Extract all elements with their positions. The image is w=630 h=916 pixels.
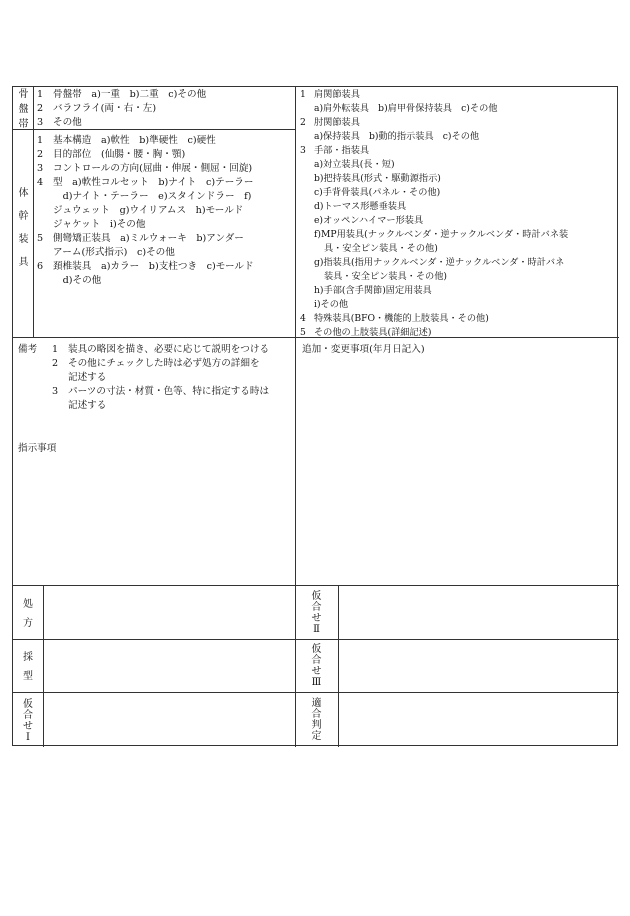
list-item	[37, 260, 293, 274]
item-number: 2	[300, 117, 306, 128]
item-text: f)MP用装具(ナックルベンダ・逆ナックルベンダ・時計バネ装	[314, 229, 569, 240]
label-char: 盤	[18, 104, 29, 115]
changes-title: 追加・変更事項(年月日記入)	[302, 344, 425, 355]
item-text: a)肩外転装具 b)肩甲骨保持装具 c)その他	[314, 103, 498, 114]
fit2-field[interactable]	[339, 586, 618, 639]
prescription-label	[13, 595, 43, 633]
list-item	[18, 385, 293, 399]
label-char: せ	[23, 721, 33, 732]
list-item	[300, 298, 616, 312]
item-text: 側彎矯正装具 a)ミルウォーキ b)アンダー	[53, 233, 244, 244]
item-text: c)手背骨装具(パネル・その他)	[314, 187, 441, 198]
list-item	[300, 284, 616, 298]
label-char: Ⅲ	[311, 677, 322, 688]
label-char: 定	[311, 731, 322, 742]
item-text: d)トーマス形懸垂装具	[314, 201, 407, 212]
item-text: d)その他	[53, 275, 102, 286]
instructions-label: 指示事項	[18, 443, 57, 454]
list-item	[37, 88, 293, 102]
item-text: h)手部(含手関節)固定用装具	[314, 285, 432, 296]
item-number: 2	[37, 103, 44, 114]
label-char: せ	[311, 666, 322, 677]
item-number: 3	[37, 117, 44, 128]
item-number: 5	[37, 233, 44, 244]
list-item	[300, 116, 616, 130]
list-item	[300, 88, 616, 102]
item-text: コントロールの方向(屈曲・伸展・側屈・回旋)	[53, 163, 253, 174]
item-text: 記述する	[68, 372, 107, 383]
item-text: アーム(形式指示) c)その他	[53, 247, 175, 258]
item-number: 4	[300, 313, 306, 324]
fit2-label	[295, 591, 338, 635]
list-item	[300, 158, 616, 172]
divider	[33, 87, 34, 337]
item-text: 具・安全ピン装具・その他)	[324, 243, 438, 254]
item-text: i)その他	[314, 299, 349, 310]
item-text: a)対立装具(長・短)	[314, 159, 395, 170]
item-number: 4	[37, 177, 44, 188]
fit3-field[interactable]	[339, 640, 618, 692]
item-text: その他の上肢装具(詳細記述)	[314, 327, 432, 338]
label-char: 合	[311, 655, 322, 666]
item-number: 6	[37, 261, 44, 272]
list-item	[300, 270, 616, 284]
item-text: 肘関節装具	[314, 117, 360, 128]
label-char: 適	[311, 698, 322, 709]
item-number: 3	[52, 386, 59, 397]
notes-section	[18, 343, 293, 413]
list-item	[37, 246, 293, 260]
pelvis-label	[15, 87, 32, 132]
list-item	[37, 116, 293, 130]
label-char: 採	[23, 652, 33, 663]
item-text: 特殊装具(BFO・機能的上肢装具・その他)	[314, 313, 489, 324]
list-item	[18, 343, 293, 357]
label-char: 帯	[18, 119, 29, 130]
list-item	[300, 242, 616, 256]
list-item	[37, 274, 293, 288]
list-item	[300, 326, 616, 340]
label-char: 仮	[311, 644, 322, 655]
upper-limb-items	[300, 88, 616, 340]
notes-title: 備考	[18, 344, 38, 355]
item-text: ジュウェット g)ウイリアムス h)モールド	[53, 205, 244, 216]
item-text: 装具の略図を描き、必要に応じて説明をつける	[68, 344, 270, 355]
item-number: 1	[52, 344, 59, 355]
list-item	[300, 144, 616, 158]
label-char: 骨	[18, 89, 29, 100]
label-char: 合	[311, 602, 322, 613]
item-text: その他	[53, 117, 82, 128]
list-item	[37, 176, 293, 190]
item-number: 2	[37, 149, 44, 160]
label-char: 体	[18, 188, 29, 199]
label-char: 合	[311, 709, 322, 720]
instructions-area[interactable]	[18, 459, 290, 581]
list-item	[300, 312, 616, 326]
list-item	[37, 148, 293, 162]
list-item	[37, 190, 293, 204]
prescription-field[interactable]	[44, 586, 295, 639]
label-char: 具	[18, 257, 29, 268]
trunk-label	[15, 182, 32, 274]
list-item	[37, 102, 293, 116]
label-char: Ⅰ	[26, 732, 30, 743]
list-item	[37, 204, 293, 218]
list-item	[300, 228, 616, 242]
item-text: e)オッペンハイマー形装具	[314, 215, 424, 226]
item-text: その他にチェックした時は必ず処方の詳細を	[68, 358, 260, 369]
list-item	[37, 218, 293, 232]
label-char: 判	[311, 720, 322, 731]
item-text: 装具・安全ピン装具・その他)	[324, 271, 448, 282]
trunk-items	[37, 134, 293, 288]
label-char: 装	[18, 234, 29, 245]
item-number: 1	[37, 135, 44, 146]
item-number: 1	[300, 89, 306, 100]
list-item	[300, 214, 616, 228]
label-char: 仮	[23, 699, 33, 710]
list-item	[18, 399, 293, 413]
label-char: 方	[23, 618, 33, 629]
list-item	[300, 200, 616, 214]
label-char: 幹	[18, 211, 29, 222]
item-text: 肩関節装具	[314, 89, 360, 100]
list-item	[37, 232, 293, 246]
label-char: 処	[23, 599, 33, 610]
judge-label	[295, 698, 338, 742]
changes-area[interactable]	[302, 359, 614, 581]
list-item	[37, 162, 293, 176]
item-text: g)指装具(指用ナックルベンダ・逆ナックルベンダ・時計バネ	[314, 257, 565, 268]
item-text: d)ナイト・テーラー e)スタインドラー f)	[53, 191, 252, 202]
item-number: 3	[37, 163, 44, 174]
item-number: 5	[300, 327, 306, 338]
label-char: 仮	[311, 591, 322, 602]
item-text: バラフライ(両・右・左)	[53, 103, 157, 114]
judge-field[interactable]	[339, 693, 618, 746]
cast-field[interactable]	[44, 640, 295, 692]
item-number: 2	[52, 358, 59, 369]
item-text: 型 a)軟性コルセット b)ナイト c)テーラー	[53, 177, 254, 188]
pelvis-items	[37, 88, 293, 130]
item-text: 目的部位 (仙腸・腰・胸・顎)	[53, 149, 186, 160]
list-item	[37, 134, 293, 148]
item-number: 1	[37, 89, 44, 100]
label-char: Ⅱ	[313, 624, 320, 635]
list-item	[300, 256, 616, 270]
list-item	[18, 357, 293, 371]
label-char: 合	[23, 710, 33, 721]
item-text: パーツの寸法・材質・色等、特に指定する時は	[68, 386, 270, 397]
item-text: a)保持装具 b)動的指示装具 c)その他	[314, 131, 480, 142]
fit3-label	[295, 644, 338, 688]
list-item	[300, 130, 616, 144]
list-item	[300, 102, 616, 116]
item-text: 基本構造 a)軟性 b)準硬性 c)硬性	[53, 135, 216, 146]
label-char: 型	[23, 671, 33, 682]
cast-label	[13, 648, 43, 686]
item-text: b)把持装具(形式・駆動源指示)	[314, 173, 441, 184]
list-item	[300, 186, 616, 200]
item-text: 頚椎装具 a)カラー b)支柱つき c)モールド	[53, 261, 254, 272]
item-text: 記述する	[68, 400, 107, 411]
item-text: ジャケット i)その他	[53, 219, 146, 230]
list-item	[300, 172, 616, 186]
fit1-field[interactable]	[44, 693, 295, 746]
list-item	[18, 371, 293, 385]
fit1-label	[13, 699, 43, 743]
label-char: せ	[311, 613, 322, 624]
item-number: 3	[300, 145, 306, 156]
prescription-form	[12, 86, 618, 746]
item-text: 骨盤帯 a)一重 b)二重 c)その他	[53, 89, 207, 100]
item-text: 手部・指装具	[314, 145, 370, 156]
